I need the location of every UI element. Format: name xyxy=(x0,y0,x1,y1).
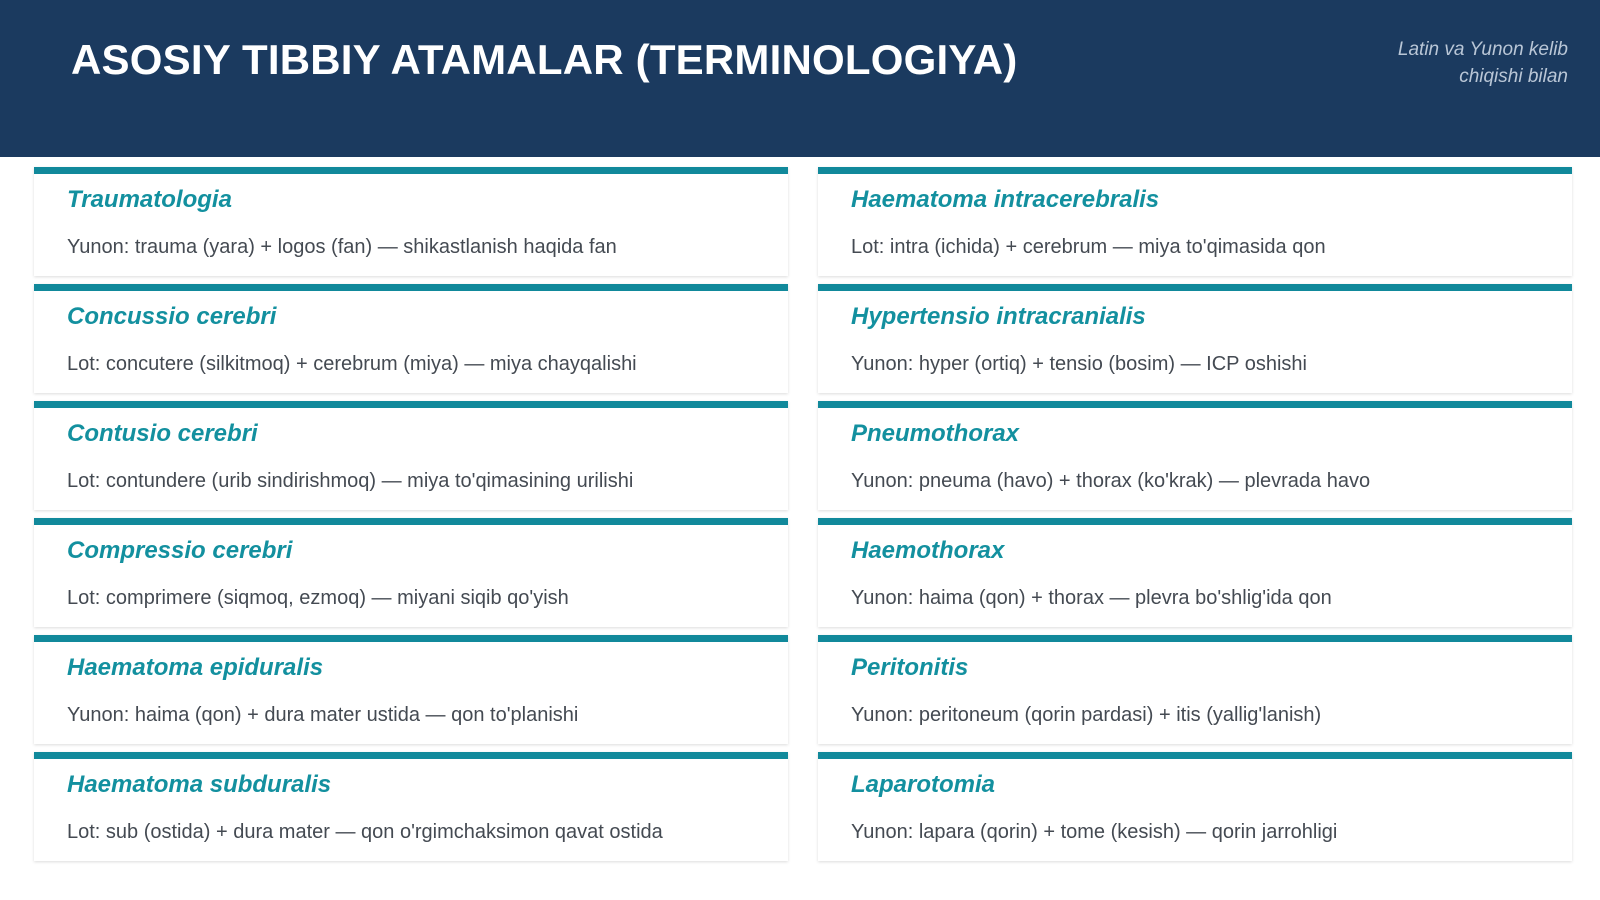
term-definition: Yunon: haima (qon) + dura mater ustida — qon to'planishi xyxy=(67,704,579,726)
term-title: Haemothorax xyxy=(851,537,1005,564)
term-definition: Yunon: hyper (ortiq) + tensio (bosim) — ICP oshishi xyxy=(851,353,1307,375)
term-definition: Lot: contundere (urib sindirishmoq) — miya to'qimasining urilishi xyxy=(67,470,634,492)
term-definition: Yunon: lapara (qorin) + tome (kesish) — qorin jarrohligi xyxy=(851,821,1338,843)
term-definition: Yunon: pneuma (havo) + thorax (ko'krak) — plevrada havo xyxy=(851,470,1371,492)
term-definition: Lot: sub (ostida) + dura mater — qon o'rgimchaksimon qavat ostida xyxy=(67,821,663,843)
subtitle xyxy=(1308,36,1568,90)
term-card-contusio-cerebri xyxy=(34,401,788,510)
term-title: Contusio cerebri xyxy=(67,420,258,447)
header-bar xyxy=(0,0,1600,157)
term-card-compressio-cerebri xyxy=(34,518,788,627)
term-title: Traumatologia xyxy=(67,186,232,213)
term-card-traumatologia xyxy=(34,167,788,276)
term-title: Laparotomia xyxy=(851,771,996,798)
term-title: Concussio cerebri xyxy=(67,303,277,330)
subtitle-line-2: chiqishi bilan xyxy=(1459,66,1568,87)
term-definition: Yunon: haima (qon) + thorax — plevra bo'shlig'ida qon xyxy=(851,587,1332,609)
term-card-haematoma-subduralis xyxy=(34,752,788,861)
term-definition: Lot: intra (ichida) + cerebrum — miya to'qimasida qon xyxy=(851,236,1326,258)
term-title: Compressio cerebri xyxy=(67,537,293,564)
page-title: ASOSIY TIBBIY ATAMALAR (TERMINOLOGIYA) xyxy=(71,36,1018,83)
term-definition: Lot: comprimere (siqmoq, ezmoq) — miyani siqib qo'yish xyxy=(67,587,569,609)
term-card-haemothorax xyxy=(818,518,1572,627)
term-definition: Lot: concutere (silkitmoq) + cerebrum (miya) — miya chayqalishi xyxy=(67,353,637,375)
term-title: Hypertensio intracranialis xyxy=(851,303,1146,330)
term-card-laparotomia xyxy=(818,752,1572,861)
subtitle-line-1: Latin va Yunon kelib xyxy=(1397,39,1568,60)
term-card-pneumothorax xyxy=(818,401,1572,510)
term-card-haematoma-intracerebralis xyxy=(818,167,1572,276)
term-card-grid xyxy=(34,167,1572,861)
term-card-haematoma-epiduralis xyxy=(34,635,788,744)
term-title: Haematoma intracerebralis xyxy=(851,186,1160,213)
term-title: Haematoma epiduralis xyxy=(67,654,324,681)
term-title: Peritonitis xyxy=(851,654,969,681)
term-title: Haematoma subduralis xyxy=(67,771,332,798)
term-card-peritonitis xyxy=(818,635,1572,744)
term-definition: Yunon: trauma (yara) + logos (fan) — shikastlanish haqida fan xyxy=(67,236,617,258)
term-card-hypertensio-intracranialis xyxy=(818,284,1572,393)
term-card-concussio-cerebri xyxy=(34,284,788,393)
term-definition: Yunon: peritoneum (qorin pardasi) + itis (yallig'lanish) xyxy=(851,704,1322,726)
term-title: Pneumothorax xyxy=(851,420,1020,447)
